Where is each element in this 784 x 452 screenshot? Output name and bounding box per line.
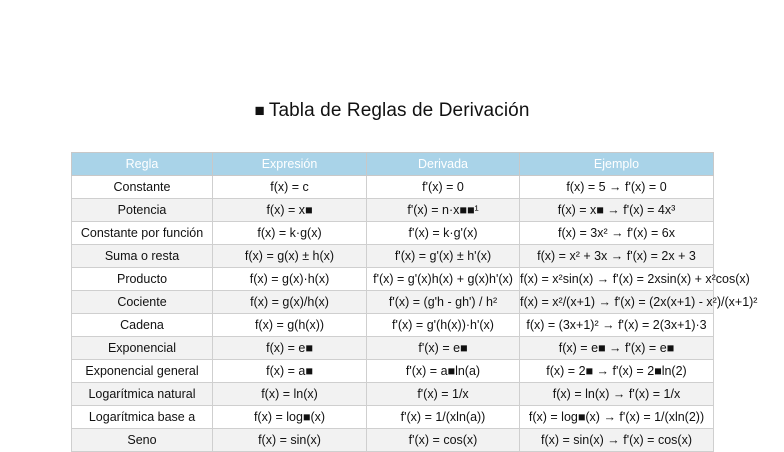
cell-example: f(x) = sin(x) → f'(x) = cos(x) [520,429,714,452]
cell-derivative: f'(x) = (g'h - gh') / h² [367,291,520,314]
cell-derivative: f'(x) = e■ [367,337,520,360]
cell-example: f(x) = x²sin(x) → f'(x) = 2xsin(x) + x²cos(x) [520,268,714,291]
cell-example: f(x) = x²/(x+1) → f'(x) = (2x(x+1) - x²)/(x+1)² [520,291,714,314]
cell-example: f(x) = log■(x) → f'(x) = 1/(xln(2)) [520,406,714,429]
header-derivada: Derivada [367,153,520,176]
cell-rule: Potencia [72,199,213,222]
table-row [72,222,714,245]
cell-rule: Exponencial [72,337,213,360]
cell-derivative: f'(x) = 1/(xln(a)) [367,406,520,429]
cell-derivative: f'(x) = g'(x) ± h'(x) [367,245,520,268]
cell-rule: Seno [72,429,213,452]
cell-derivative: f'(x) = g'(h(x))·h'(x) [367,314,520,337]
table-header-row [72,153,714,176]
page-title [0,100,784,122]
header-expresion: Expresión [213,153,367,176]
header-ejemplo: Ejemplo [520,153,714,176]
cell-example: f(x) = x■ → f'(x) = 4x³ [520,199,714,222]
derivation-rules-table-container [71,152,758,452]
cell-expression: f(x) = ln(x) [213,383,367,406]
cell-derivative: f'(x) = 1/x [367,383,520,406]
table-row [72,291,714,314]
table-row [72,337,714,360]
cell-expression: f(x) = a■ [213,360,367,383]
cell-rule: Constante por función [72,222,213,245]
table-row [72,314,714,337]
cell-example: f(x) = 2■ → f'(x) = 2■ln(2) [520,360,714,383]
table-row [72,245,714,268]
cell-example: f(x) = e■ → f'(x) = e■ [520,337,714,360]
cell-derivative: f'(x) = g'(x)h(x) + g(x)h'(x) [367,268,520,291]
cell-rule: Producto [72,268,213,291]
cell-rule: Cadena [72,314,213,337]
cell-expression: f(x) = g(x)·h(x) [213,268,367,291]
table-row [72,268,714,291]
cell-expression: f(x) = sin(x) [213,429,367,452]
table-row [72,199,714,222]
cell-example: f(x) = x² + 3x → f'(x) = 2x + 3 [520,245,714,268]
derivation-rules-table [71,152,758,452]
cell-rule: Logarítmica natural [72,383,213,406]
cell-rule: Exponencial general [72,360,213,383]
square-bullet-icon: ■ [254,101,265,120]
cell-derivative: f'(x) = a■ln(a) [367,360,520,383]
cell-derivative: f'(x) = 0 [367,176,520,199]
cell-rule: Logarítmica base a [72,406,213,429]
header-regla: Regla [72,153,213,176]
cell-expression: f(x) = g(x)/h(x) [213,291,367,314]
page-title-text: Tabla de Reglas de Derivación [268,100,530,121]
table-row [72,429,714,452]
cell-expression: f(x) = x■ [213,199,367,222]
cell-expression: f(x) = c [213,176,367,199]
table-row [72,406,714,429]
cell-rule: Cociente [72,291,213,314]
table-row [72,360,714,383]
cell-example: f(x) = ln(x) → f'(x) = 1/x [520,383,714,406]
cell-example: f(x) = (3x+1)² → f'(x) = 2(3x+1)·3 [520,314,714,337]
cell-expression: f(x) = g(x) ± h(x) [213,245,367,268]
cell-expression: f(x) = g(h(x)) [213,314,367,337]
cell-derivative: f'(x) = k·g'(x) [367,222,520,245]
cell-derivative: f'(x) = n·x■■¹ [367,199,520,222]
cell-example: f(x) = 5 → f'(x) = 0 [520,176,714,199]
cell-derivative: f'(x) = cos(x) [367,429,520,452]
cell-rule: Constante [72,176,213,199]
cell-expression: f(x) = log■(x) [213,406,367,429]
cell-rule: Suma o resta [72,245,213,268]
cell-example: f(x) = 3x² → f'(x) = 6x [520,222,714,245]
cell-expression: f(x) = e■ [213,337,367,360]
table-row [72,383,714,406]
table-row [72,176,714,199]
cell-expression: f(x) = k·g(x) [213,222,367,245]
